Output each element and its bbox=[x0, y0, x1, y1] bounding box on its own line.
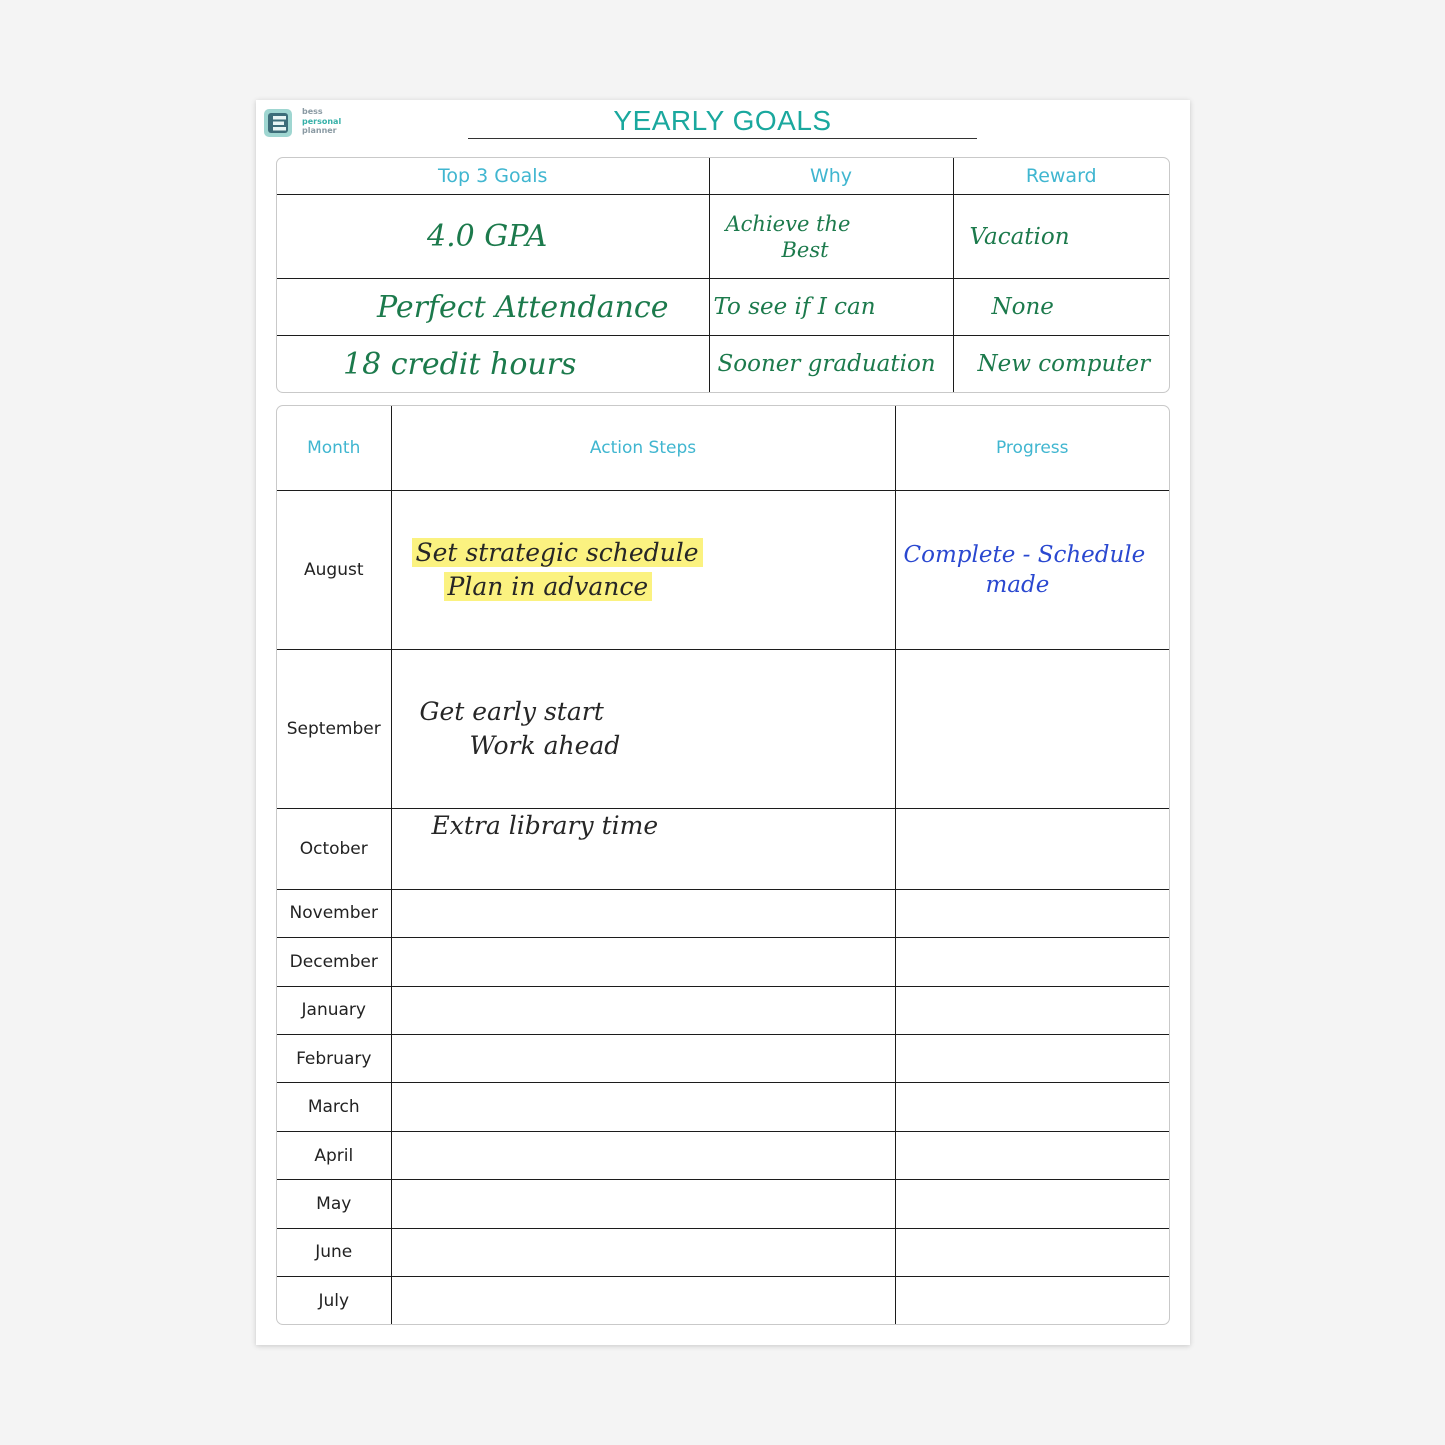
progress-cell[interactable] bbox=[895, 1131, 1169, 1179]
month-label: December bbox=[277, 938, 391, 986]
progress-cell[interactable] bbox=[895, 1228, 1169, 1276]
logo-mark-icon bbox=[262, 106, 296, 140]
goal-cell[interactable] bbox=[277, 195, 709, 279]
goal-text: 18 credit hours bbox=[343, 346, 577, 382]
why-cell[interactable] bbox=[709, 279, 953, 336]
page-title: YEARLY GOALS bbox=[468, 104, 977, 139]
month-label: October bbox=[277, 808, 391, 889]
goals-table bbox=[276, 157, 1170, 393]
reward-text: Vacation bbox=[969, 223, 1070, 250]
month-label: June bbox=[277, 1228, 391, 1276]
progress-cell[interactable] bbox=[895, 1083, 1169, 1131]
action-step-value: Extra library time bbox=[431, 810, 659, 840]
action-steps-cell[interactable] bbox=[391, 1228, 895, 1276]
progress-cell[interactable] bbox=[895, 889, 1169, 937]
action-step-text bbox=[392, 729, 895, 763]
progress-cell[interactable] bbox=[895, 1180, 1169, 1228]
why-text: Best bbox=[781, 237, 829, 262]
action-steps-cell[interactable] bbox=[391, 649, 895, 808]
progress-cell[interactable] bbox=[895, 490, 1169, 649]
action-step-text bbox=[392, 570, 895, 604]
monthly-table bbox=[276, 405, 1170, 1325]
progress-cell[interactable] bbox=[895, 938, 1169, 986]
action-step-value: Get early start bbox=[419, 696, 604, 726]
action-steps-cell[interactable] bbox=[391, 490, 895, 649]
progress-cell[interactable] bbox=[895, 986, 1169, 1034]
month-label: April bbox=[277, 1131, 391, 1179]
goal-text: Perfect Attendance bbox=[377, 289, 669, 325]
month-label: November bbox=[277, 889, 391, 937]
action-step-text bbox=[392, 536, 895, 570]
header-progress: Progress bbox=[895, 406, 1169, 490]
month-row bbox=[277, 986, 1169, 1034]
month-row bbox=[277, 1277, 1169, 1324]
brand-logo bbox=[262, 106, 352, 142]
action-steps-cell[interactable] bbox=[391, 808, 895, 889]
reward-cell[interactable] bbox=[953, 279, 1169, 336]
action-step-value: Set strategic schedule bbox=[412, 538, 703, 567]
month-row bbox=[277, 808, 1169, 889]
month-row bbox=[277, 1083, 1169, 1131]
action-steps-cell[interactable] bbox=[391, 1083, 895, 1131]
reward-text: New computer bbox=[977, 351, 1151, 378]
action-steps-cell[interactable] bbox=[391, 1277, 895, 1324]
progress-text: Complete - Schedule bbox=[903, 541, 1146, 568]
header-month: Month bbox=[277, 406, 391, 490]
logo-line: personal bbox=[302, 116, 342, 126]
goal-cell[interactable] bbox=[277, 336, 709, 392]
month-row bbox=[277, 938, 1169, 986]
action-steps-cell[interactable] bbox=[391, 1180, 895, 1228]
month-label: May bbox=[277, 1180, 391, 1228]
month-label: September bbox=[277, 649, 391, 808]
month-row bbox=[277, 490, 1169, 649]
why-text: To see if I can bbox=[713, 294, 876, 321]
progress-cell[interactable] bbox=[895, 1034, 1169, 1082]
progress-cell[interactable] bbox=[895, 649, 1169, 808]
reward-text: None bbox=[991, 294, 1054, 321]
progress-text: made bbox=[985, 571, 1050, 598]
month-label: February bbox=[277, 1034, 391, 1082]
action-step-value: Plan in advance bbox=[444, 572, 653, 601]
month-row bbox=[277, 1034, 1169, 1082]
action-steps-cell[interactable] bbox=[391, 938, 895, 986]
action-steps-cell[interactable] bbox=[391, 1131, 895, 1179]
month-row bbox=[277, 1131, 1169, 1179]
progress-cell[interactable] bbox=[895, 1277, 1169, 1324]
month-label: July bbox=[277, 1277, 391, 1324]
action-step-text bbox=[392, 695, 895, 729]
month-label: January bbox=[277, 986, 391, 1034]
logo-line: bess bbox=[302, 107, 323, 116]
month-row bbox=[277, 1180, 1169, 1228]
month-row bbox=[277, 1228, 1169, 1276]
why-cell[interactable] bbox=[709, 195, 953, 279]
header-why: Why bbox=[709, 158, 953, 195]
progress-cell[interactable] bbox=[895, 808, 1169, 889]
goal-cell[interactable] bbox=[277, 279, 709, 336]
logo-wordmark bbox=[302, 107, 341, 136]
header-reward: Reward bbox=[953, 158, 1169, 195]
action-steps-cell[interactable] bbox=[391, 986, 895, 1034]
action-step-text bbox=[392, 809, 895, 843]
header-action-steps: Action Steps bbox=[391, 406, 895, 490]
action-step-value: Work ahead bbox=[469, 730, 621, 760]
why-text: Sooner graduation bbox=[717, 351, 936, 378]
month-label: March bbox=[277, 1083, 391, 1131]
header-top-goals: Top 3 Goals bbox=[277, 158, 709, 195]
why-cell[interactable] bbox=[709, 336, 953, 392]
goal-text: 4.0 GPA bbox=[427, 219, 548, 255]
action-steps-cell[interactable] bbox=[391, 1034, 895, 1082]
logo-line: planner bbox=[302, 126, 337, 135]
reward-cell[interactable] bbox=[953, 336, 1169, 392]
month-label: August bbox=[277, 490, 391, 649]
month-row bbox=[277, 649, 1169, 808]
planner-page bbox=[256, 100, 1190, 1345]
month-row bbox=[277, 889, 1169, 937]
why-text: Achieve the bbox=[725, 211, 851, 236]
reward-cell[interactable] bbox=[953, 195, 1169, 279]
action-steps-cell[interactable] bbox=[391, 889, 895, 937]
